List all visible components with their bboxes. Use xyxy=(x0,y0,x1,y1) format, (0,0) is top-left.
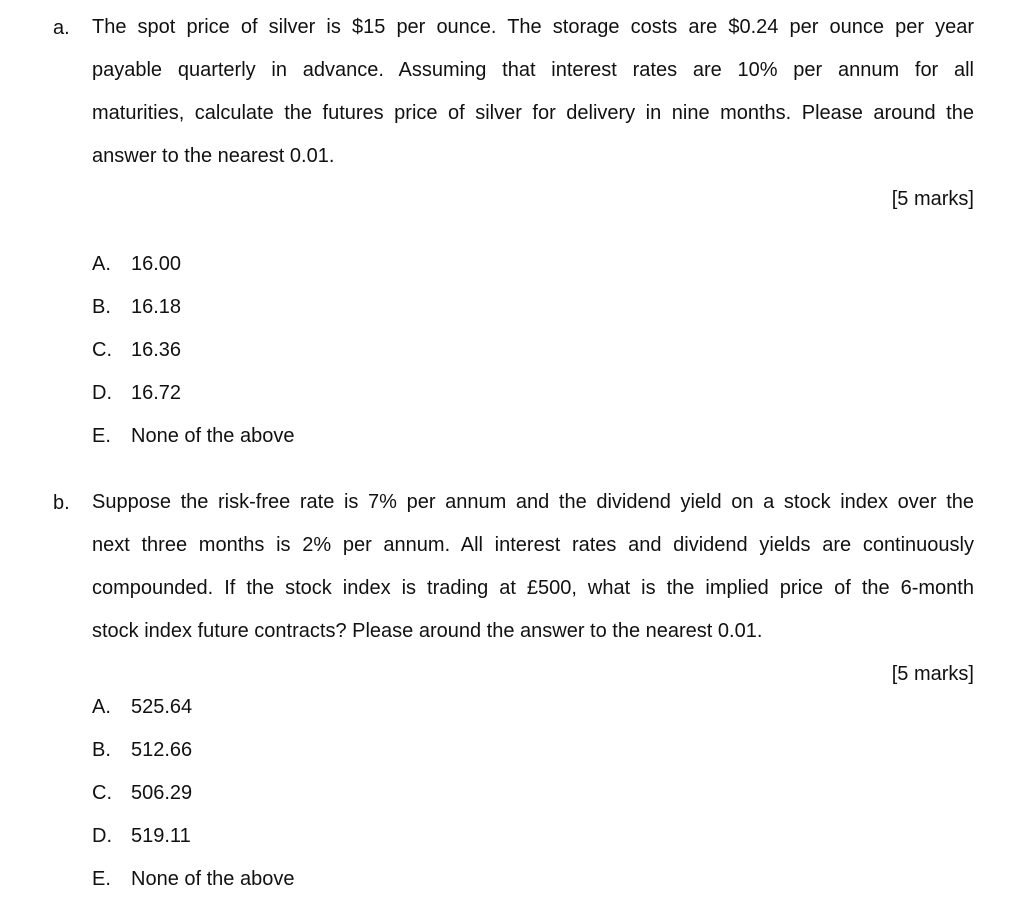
option-letter: B. xyxy=(92,296,111,318)
option-text: 512.66 xyxy=(131,739,193,761)
question-line: stock index future contracts? Please around the answer to the nearest 0.01. xyxy=(92,620,763,642)
option-letter: C. xyxy=(92,782,112,804)
option-letter: D. xyxy=(92,382,112,404)
option-text: None of the above xyxy=(131,868,295,890)
option-text: 519.11 xyxy=(131,825,191,847)
question-text xyxy=(92,481,974,653)
question-text xyxy=(92,6,974,178)
option-text: 16.36 xyxy=(131,339,182,361)
option-text: 525.64 xyxy=(131,696,193,718)
option-text: 16.00 xyxy=(131,253,182,275)
question-line: The spot price of silver is $15 per ounce. The storage costs are $0.24 per ounce per year xyxy=(92,16,974,38)
question-line: maturities, calculate the futures price of silver for delivery in nine months. Please around the xyxy=(92,102,974,124)
question-marker: a. xyxy=(53,17,70,39)
question-line: next three months is 2% per annum. All interest rates and dividend yields are continuously xyxy=(92,534,974,556)
option-text: 506.29 xyxy=(131,782,193,804)
marks-label: [5 marks] xyxy=(891,188,974,210)
option-text: 16.18 xyxy=(131,296,182,318)
option-letter: A. xyxy=(92,696,111,718)
option-text: None of the above xyxy=(131,425,295,447)
option-letter: C. xyxy=(92,339,112,361)
option-letter: A. xyxy=(92,253,111,275)
option-letter: E. xyxy=(92,425,111,447)
question-line: payable quarterly in advance. Assuming that interest rates are 10% per annum for all xyxy=(92,59,974,81)
option-text: 16.72 xyxy=(131,382,182,404)
option-letter: E. xyxy=(92,868,111,890)
question-line: compounded. If the stock index is trading at £500, what is the implied price of the 6-month xyxy=(92,577,974,599)
option-letter: D. xyxy=(92,825,112,847)
question-line: Suppose the risk-free rate is 7% per annum and the dividend yield on a stock index over the xyxy=(92,491,974,513)
question-line: answer to the nearest 0.01. xyxy=(92,145,335,167)
question-marker: b. xyxy=(53,492,70,514)
marks-label: [5 marks] xyxy=(891,663,974,685)
option-letter: B. xyxy=(92,739,111,761)
